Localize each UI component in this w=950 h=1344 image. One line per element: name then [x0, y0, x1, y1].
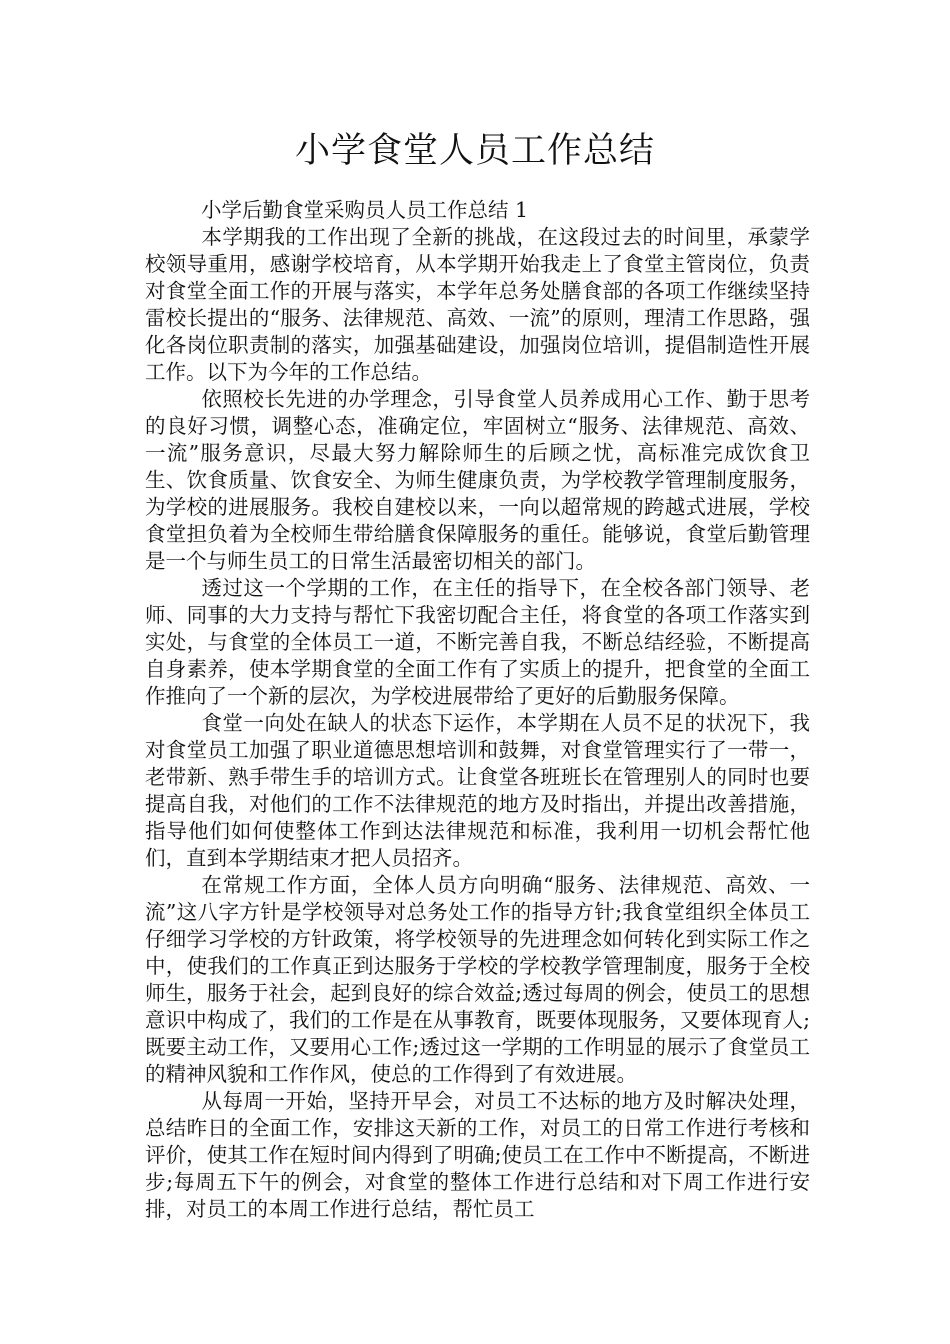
paragraph-2: 依照校长先进的办学理念，引导食堂人员养成用心工作、勤于思考的良好习惯，调整心态，准确定位，牢固树立“服务、法律规范、高效、一流”服务意识，尽最大努力解除师生的后顾之忧，高标准完成饮食卫生、饮食质量、饮食安全、为师生健康负责，为学校教学管理制度服务，为学校的进展服务。我校自建校以来，一向以超常规的跨越式进展，学校食堂担负着为全校师生带给膳食保障服务的重任。能够说，食堂后勤管理是一个与师生员工的日常生活最密切相关的部门。 [145, 387, 810, 573]
paragraph-3: 透过这一个学期的工作，在主任的指导下，在全校各部门领导、老师、同事的大力支持与帮忙下我密切配合主任，将食堂的各项工作落实到实处，与食堂的全体员工一道，不断完善自我，不断总结经验，不断提高自身素养，使本学期食堂的全面工作有了实质上的提升，把食堂的全面工作推向了一个新的层次，为学校进展带给了更好的后勤服务保障。 [145, 576, 810, 708]
document-body [145, 197, 810, 1223]
paragraph-1: 本学期我的工作出现了全新的挑战，在这段过去的时间里，承蒙学校领导重用，感谢学校培育，从本学期开始我走上了食堂主管岗位，负责对食堂全面工作的开展与落实，本学年总务处膳食部的各项工作继续坚持雷校长提出的“服务、法律规范、高效、一流”的原则，理清工作思路，强化各岗位职责制的落实，加强基础建设，加强岗位培训，提倡制造性开展工作。以下为今年的工作总结。 [145, 225, 810, 384]
paragraph-6: 从每周一开始，坚持开早会，对员工不达标的地方及时解决处理，总结昨日的全面工作，安排这天新的工作，对员工的日常工作进行考核和评价，使其工作在短时间内得到了明确;使员工在工作中不断提高，不断进步;每周五下午的例会，对食堂的整体工作进行总结和对下周工作进行安排，对员工的本周工作进行总结，帮忙员工 [145, 1089, 810, 1221]
paragraph-4: 食堂一向处在缺人的状态下运作，本学期在人员不足的状况下，我对食堂员工加强了职业道德思想培训和鼓舞，对食堂管理实行了一带一，老带新、熟手带生手的培训方式。让食堂各班班长在管理别人的同时也要提高自我，对他们的工作不法律规范的地方及时指出，并提出改善措施，指导他们如何使整体工作到达法律规范和标准，我利用一切机会帮忙他们，直到本学期结束才把人员招齐。 [145, 711, 810, 870]
paragraph-5: 在常规工作方面，全体人员方向明确“服务、法律规范、高效、一流”这八字方针是学校领导对总务处工作的指导方针;我食堂组织全体员工仔细学习学校的方针政策，将学校领导的先进理念如何转化到实际工作之中，使我们的工作真正到达服务于学校的学校教学管理制度，服务于全校师生，服务于社会，起到良好的综合效益;透过每周的例会，使员工的思想意识中构成了，我们的工作是在从事教育，既要体现服务，又要体现育人;既要主动工作，又要用心工作;透过这一学期的工作明显的展示了食堂员工的精神风貌和工作作风，使总的工作得到了有效进展。 [145, 873, 810, 1086]
section-subtitle: 小学后勤食堂采购员人员工作总结 1 [201, 198, 529, 222]
document-title: 小学食堂人员工作总结 [294, 131, 655, 171]
